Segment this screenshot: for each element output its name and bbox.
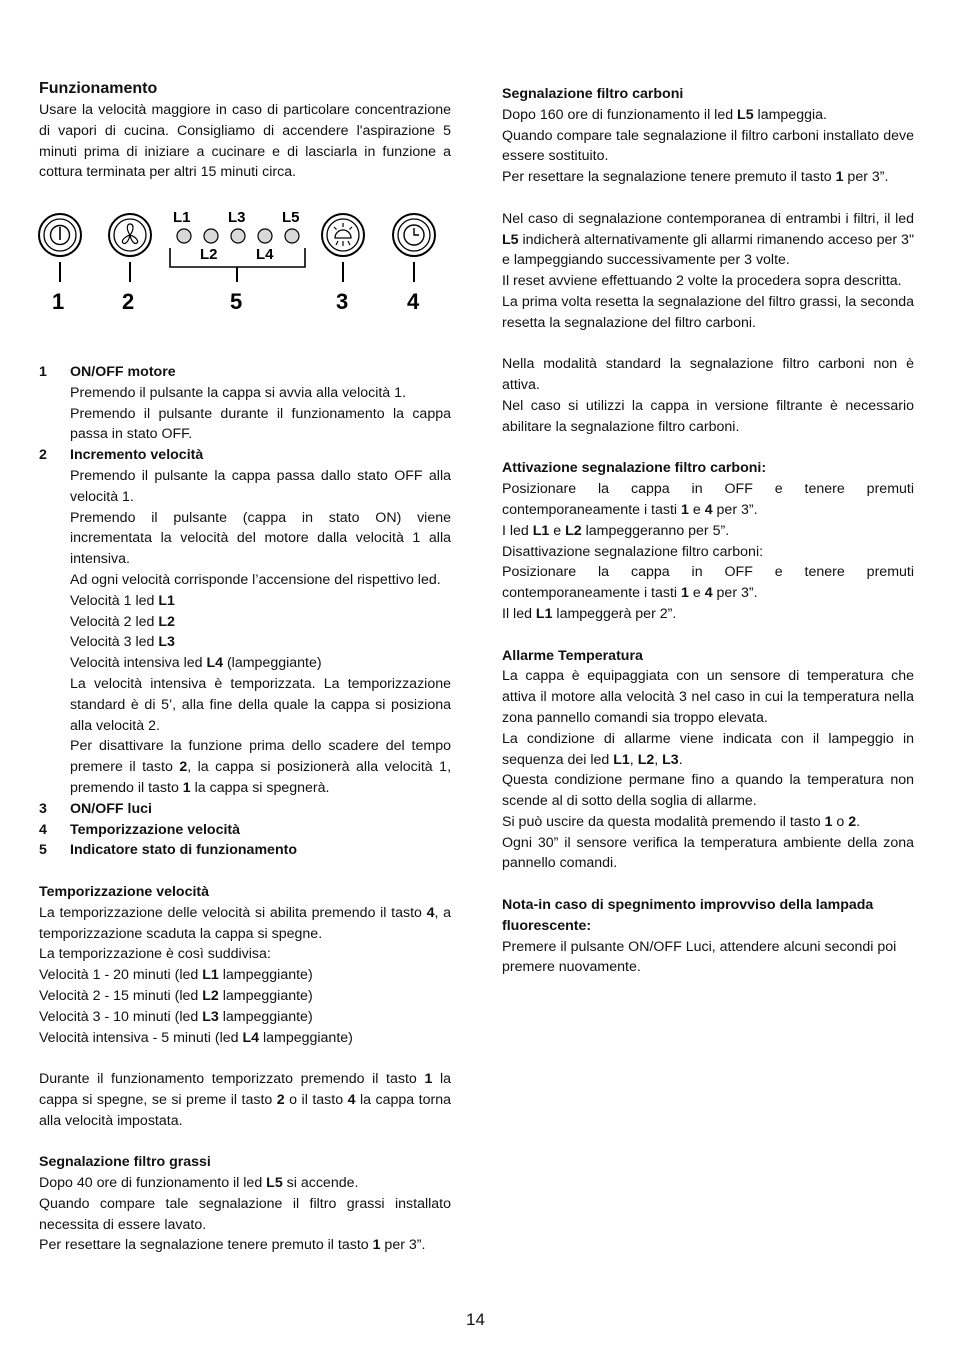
nota-title: Nota-in caso di spegnimento improvviso della lampada fluorescente: [502,897,874,934]
functions-list: 1 ON/OFF motore Premendo il pulsante la cappa si avvia alla velocità 1. Premendo il pulsante durante il funzionamento la cappa passa in stato OFF. 2 Incremento velocità Premendo il pulsante la cappa passa dallo stato OFF alla velocità 1. Premendo il pulsante (cappa in stato ON) viene incrementata la velocità del motore dalla velocità 1 alla intensiva. Ad ogni velocità corrisponde l’accensione del rispettivo led. Velocità 1 led L1 Velocità 2 led L2 Velocità 3 led L3 Velocità intensiva led L4 (lampeggiante) La velocità intensiva è temporizzata. La temporizzazione standard è di 5’, alla fine della quale la cappa si posiziona alla velocità 2. Per disattivare la funzione prima dello scadere del tempo premere il tasto 2, la cappa si posizionerà alla velocità 1, premendo il tasto 1 la cappa si spegnerà. 3 ON/OFF luci 4 Temporizzazione velocità 5 Indicatore stato di funzionamento Temporizzazione velocità La temporizzazione delle velocità si abilita premendo il tasto 4, a temporizzazione scaduta la cappa si spegne. La temporizzazione è così suddivisa: Velocità 1 - 20 minuti (led L1 lampeggiante) Velocità 2 - 15 minuti (led L2 lampeggiante) Velocità 3 - 10 minuti (led L3 lampeggiante) Velocità intensiva - 5 minuti (led L4 lampeggiante) Durante il funzionamento temporizzato premendo il tasto 1 la cappa si spegne, se si preme il tasto 2 o il tasto 4 la cappa torna alla velocità impostata. Segnalazione filtro grassi Dopo 40 ore di funzionamento il led L5 si accende. Quando compare tale segnalazione il filtro grassi installato necessita di essere lavato. Per resettare la segnalazione tenere premuto il tasto 1 per 3”. [39,364,452,1254]
allarme-title: Allarme Temperatura [502,647,643,664]
timer-row: Velocità 2 - 15 minuti (led L2 lampeggiante) [39,987,313,1004]
attivazione-title: Attivazione segnalazione filtro carboni: [502,460,767,477]
speed-line: Velocità intensiva led L4 (lampeggiante) [70,655,322,672]
list-item: 3 ON/OFF luci [39,800,152,817]
timer-row: Velocità 1 - 20 minuti (led L1 lampeggiante) [39,967,313,984]
timer-row: Velocità intensiva - 5 minuti (led L4 lampeggiante) [39,1029,353,1046]
panel-number-3: 3 [336,289,349,314]
filtro-grassi-title: Segnalazione filtro grassi [39,1154,211,1171]
timer-button-icon [393,214,435,256]
list-item: 1 ON/OFF motore [39,364,176,380]
led-label-l2: L2 [200,246,218,263]
right-column: Segnalazione filtro carboni Dopo 160 ore di funzionamento il led L5 lampeggia. Quando compare tale segnalazione il filtro carboni installato deve essere sostituito. Per resettare la segnalazione tenere premuto il tasto 1 per 3”. Nel caso di segnalazione contemporanea di entrambi i filtri, il led L5 indicherà alternativamente gli allarmi rimanendo acceso per 3" e lampeggiando successivamente per 3 volte. Il reset avviene effettuando 2 volte la procedera sopra descritta. La prima volta resetta la segnalazione del filtro grassi, la seconda resetta la segnalazione del filtro carboni. Nella modalità standard la segnalazione filtro carboni non è attiva. Nel caso si utilizzi la cappa in versione filtrante è necessario abilitare la segnalazione filtro carboni. Attivazione segnalazione filtro carboni: Posizionare la cappa in OFF e tenere premuti contemporaneamente i tasti 1 e 4 per 3”. I led L1 e L2 lampeggeranno per 5”. Disattivazione segnalazione filtro carboni: Posizionare la cappa in OFF e tenere premuti contemporaneamente i tasti 1 e 4 per 3”. Il led L1 lampeggerà per 2”. Allarme Temperatura La cappa è equipaggiata con un sensore di temperatura che attiva il motore alla velocità 3 nel caso in cui la temperatura nella zona pannello comandi sia troppo elevata. La condizione di allarme viene indicata con il lampeggio in sequenza dei led L1, L2, L3. Questa condizione permane fino a quando la temperatura non scende al di sotto della soglia di allarme. Si può uscire da questa modalità premendo il tasto 1 o 2. Ogni 30” il sensore verifica la temperatura ambiente della zona pannello comandi. Nota-in caso di spegnimento improvviso della lampada fluorescente: Premere il pulsante ON/OFF Luci, attendere alcuni secondi poi premere nuovamente. [502,86,914,976]
page-number: 14 [466,1310,485,1329]
led-label-l1: L1 [173,209,191,226]
intro-paragraph: Usare la velocità maggiore in caso di particolare concentrazione di vapori di cucina. Consigliamo di accendere l'aspirazione 5 minuti prima di iniziare a cucinare e di lasciarla in funzione a cottura terminata per altri 15 minuti circa. [39,102,451,181]
list-item: 4 Temporizzazione velocità [39,821,241,838]
panel-number-2: 2 [122,289,135,314]
power-button-icon [39,214,81,256]
light-button-icon [322,214,364,256]
speed-line: Velocità 2 led L2 [70,613,175,630]
speed-line: Velocità 1 led L1 [70,592,175,609]
list-item: 2 Incremento velocità [39,447,204,464]
timer-row: Velocità 3 - 10 minuti (led L3 lampeggiante) [39,1008,313,1025]
control-panel-diagram [30,200,450,320]
led-label-l3: L3 [228,209,246,226]
filtro-carboni-title: Segnalazione filtro carboni [502,86,684,102]
fan-button-icon [109,214,151,256]
led-indicators [177,229,299,243]
led-label-l4: L4 [256,246,274,263]
temporizzazione-title: Temporizzazione velocità [39,883,210,900]
panel-number-5: 5 [230,289,243,314]
panel-number-4: 4 [407,289,420,314]
led-label-l5: L5 [282,209,300,226]
speed-line: Velocità 3 led L3 [70,634,175,651]
panel-number-1: 1 [52,289,65,314]
list-item: 5 Indicatore stato di funzionamento [39,842,298,859]
section-title: Funzionamento [39,80,158,97]
